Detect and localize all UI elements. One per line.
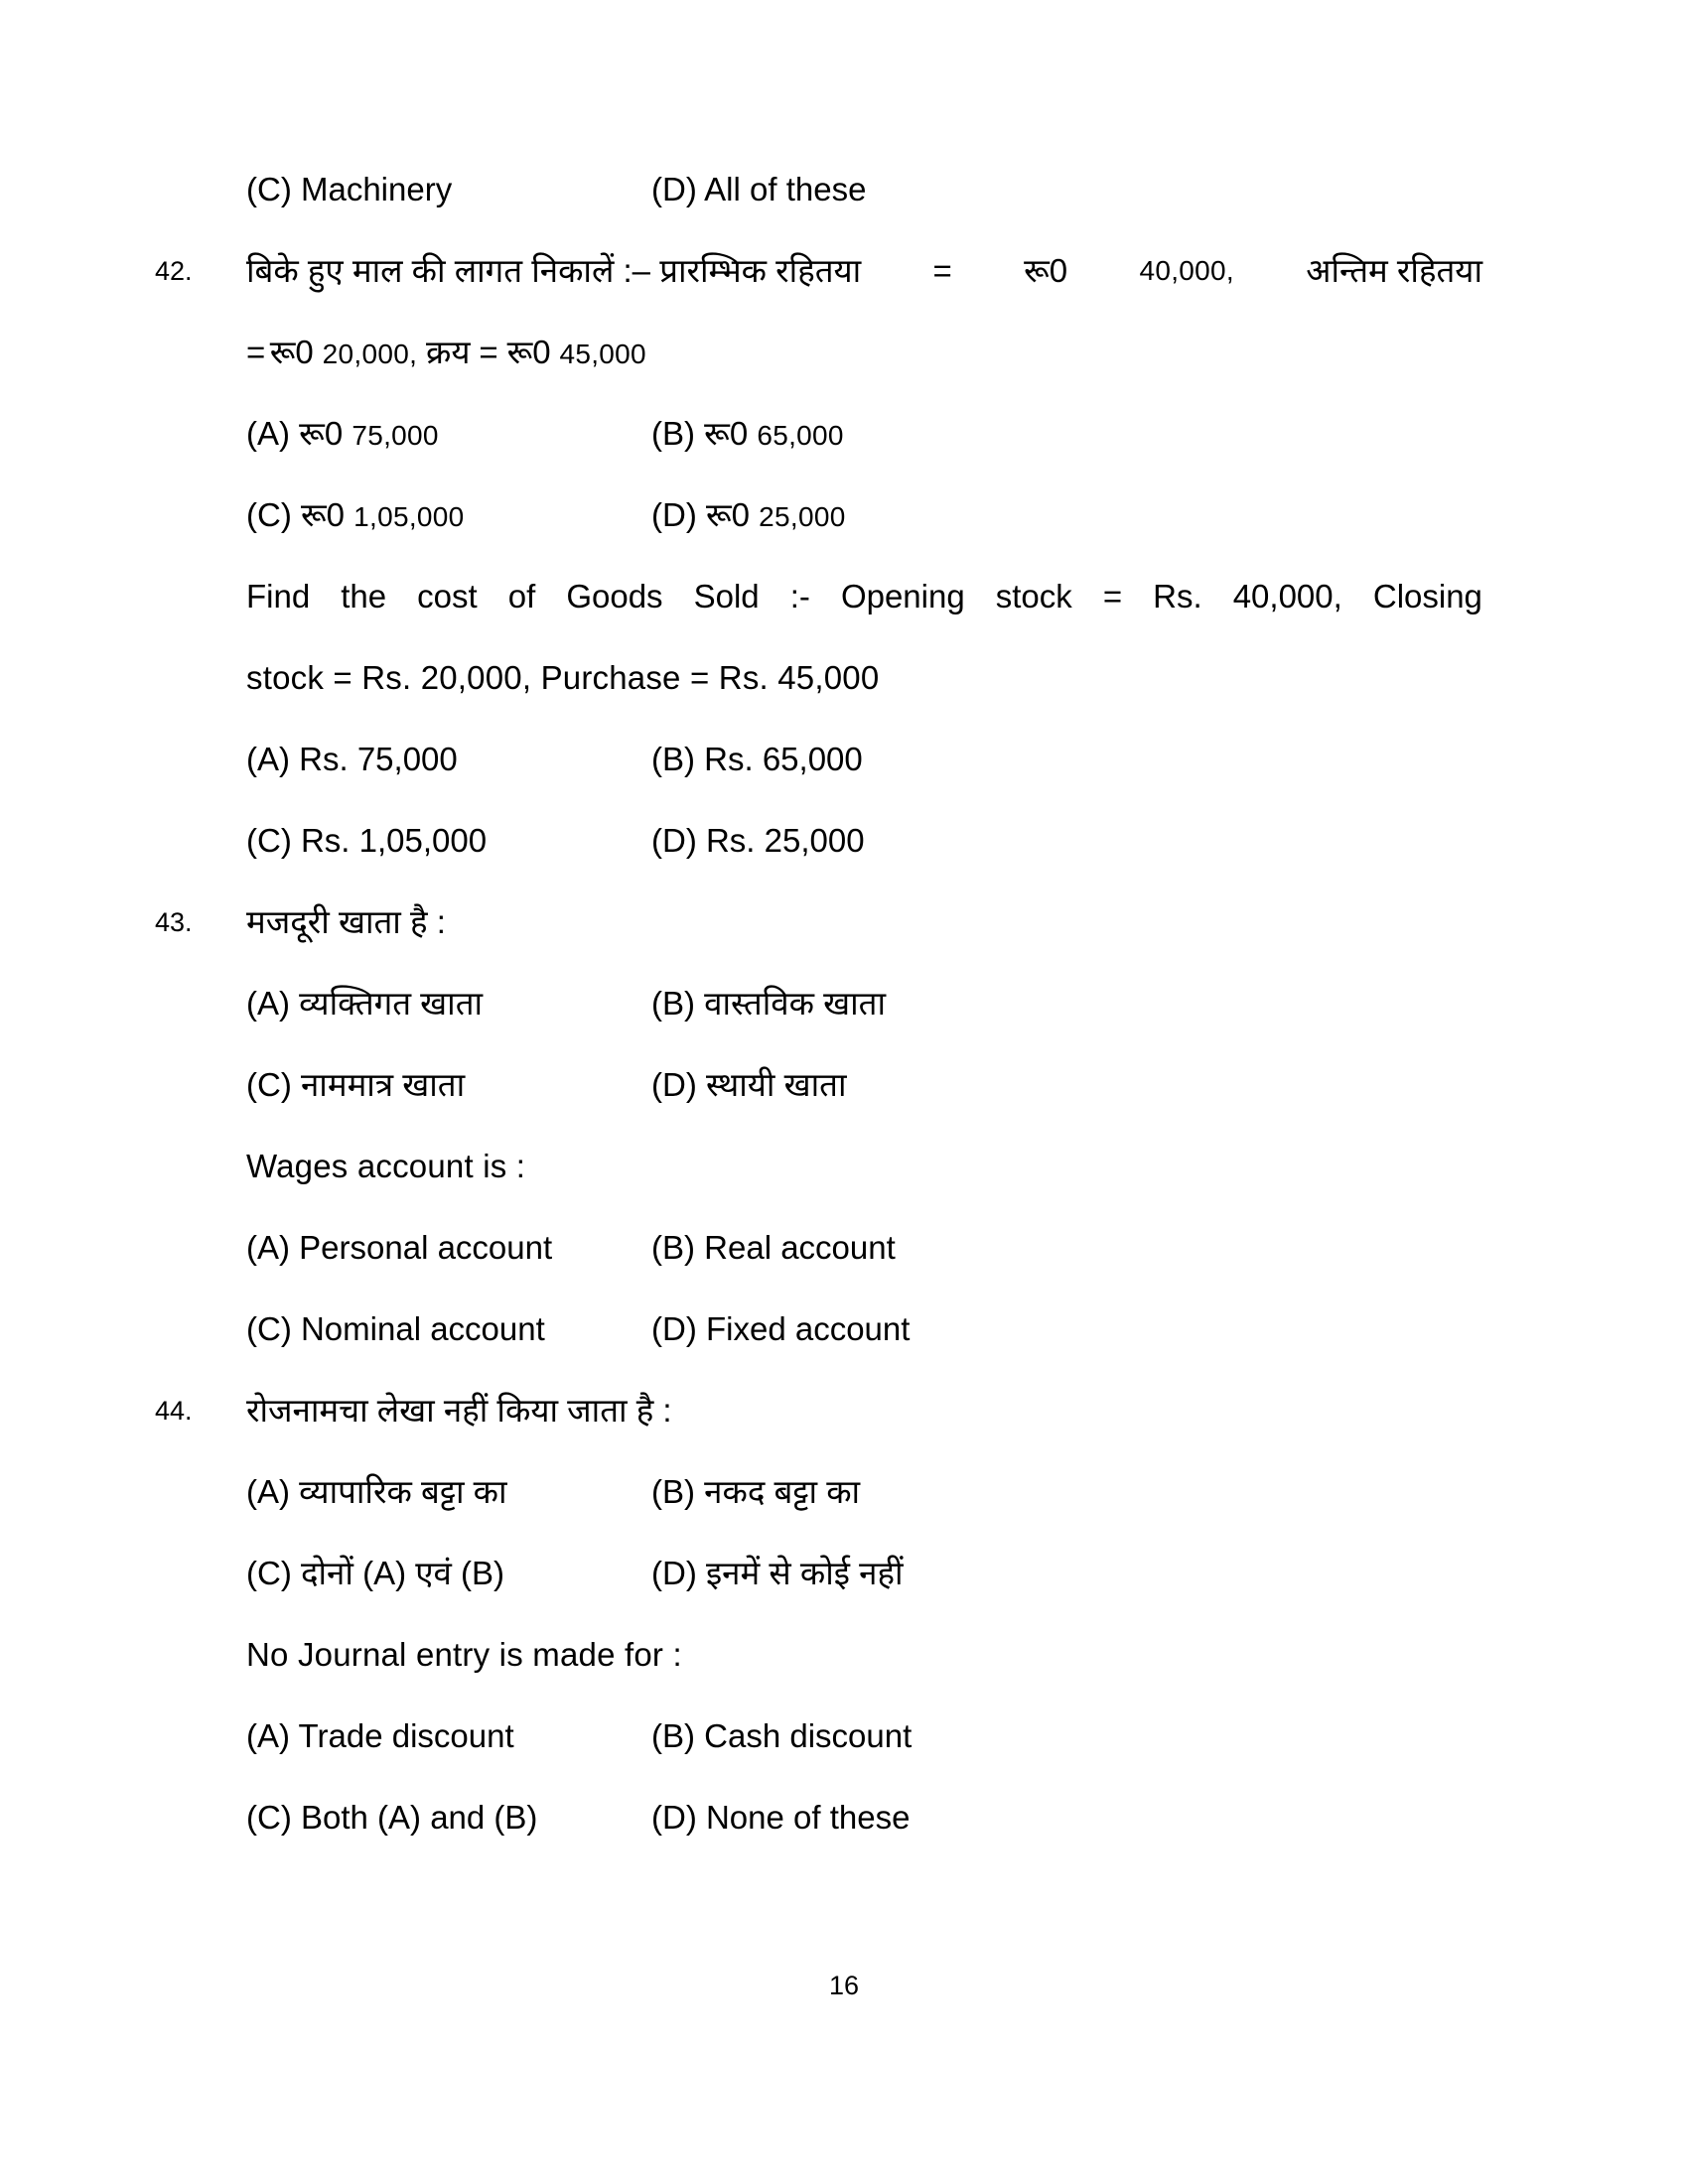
q43-hindi-option-d: (D) स्थायी खाता <box>651 1066 847 1103</box>
q42-en-w7: :- <box>789 578 810 614</box>
q44-english-option-c: (C) Both (A) and (B) <box>246 1799 538 1836</box>
q43-hindi-stem-text: मजदूरी खाता है : <box>246 903 446 940</box>
q44-english-option-a: (A) Trade discount <box>246 1717 514 1754</box>
q42-en-w11: Rs. <box>1153 578 1202 614</box>
q44-hindi-option-d: (D) इनमें से कोई नहीं <box>651 1555 904 1591</box>
q42-en-w13: Closing <box>1372 578 1482 614</box>
q43-english-option-a: (A) Personal account <box>246 1229 553 1266</box>
q42-en-w2: the <box>341 578 387 614</box>
q42-en-w3: cost <box>417 578 478 614</box>
q42-hindi-equals-3: = <box>479 334 498 370</box>
q44-hindi-option-c: (C) दोनों (A) एवं (B) <box>246 1555 504 1591</box>
question-42-hindi-stem-line-1 <box>155 230 1482 312</box>
question-44-english-stem <box>246 1614 1487 1696</box>
question-42-number: 42. <box>155 256 193 286</box>
q42-hindi-amount-1: 40,000, <box>1139 255 1234 286</box>
question-44-hindi-options-row-2 <box>246 1533 1487 1614</box>
question-42-english-options-row-2 <box>246 800 1487 882</box>
q44-english-option-d: (D) None of these <box>651 1799 911 1836</box>
q42-hindi-currency-3: रू0 <box>506 334 551 370</box>
question-43-hindi-options-row-1 <box>246 963 1487 1044</box>
q44-hindi-option-b: (B) नकद बट्टा का <box>651 1473 861 1510</box>
question-43-hindi-options-row-2 <box>246 1044 1487 1126</box>
question-44-hindi-options-row-1 <box>246 1451 1487 1533</box>
q42-en-w10: = <box>1102 578 1123 614</box>
question-content-column <box>155 149 1487 1858</box>
question-44-english-options-row-1 <box>246 1696 1487 1777</box>
q42-en-w9: stock <box>995 578 1072 614</box>
q43-english-stem-text: Wages account is : <box>246 1148 526 1184</box>
q42-en-w8: Opening <box>840 578 965 614</box>
q42-hindi-amount-2: 20,000, <box>322 339 418 369</box>
question-42-hindi-options-row-1 <box>246 393 1487 475</box>
q42-hindi-option-c: (C) रू0 1,05,000 <box>246 496 465 533</box>
question-42-english-options-row-1 <box>246 719 1487 800</box>
q43-hindi-option-b: (B) वास्तविक खाता <box>651 985 887 1022</box>
question-43-english-options-row-1 <box>246 1207 1487 1289</box>
q42-hindi-option-a: (A) रू0 75,000 <box>246 415 439 452</box>
q42-hindi-purchase-label: क्रय <box>426 334 471 370</box>
question-44-english-options-row-2 <box>246 1777 1487 1858</box>
q42-hindi-currency-2: रू0 <box>269 334 314 370</box>
q43-english-option-b: (B) Real account <box>651 1229 896 1266</box>
question-42-english-stem-line-2 <box>246 637 1487 719</box>
question-42-english-stem-line-1 <box>246 556 1482 637</box>
q42-hindi-amount-3: 45,000 <box>559 339 646 369</box>
page-number: 16 <box>828 1971 860 2000</box>
q42-hindi-currency-1: रू0 <box>1024 252 1068 289</box>
q42-english-option-a: (A) Rs. 75,000 <box>246 741 458 777</box>
q42-hindi-equals-2: = <box>246 334 266 370</box>
q42-en-w1: Find <box>246 578 311 614</box>
q42-hindi-option-b: (B) रू0 65,000 <box>651 415 844 452</box>
q42-english-option-c: (C) Rs. 1,05,000 <box>246 822 488 859</box>
q43-english-option-c: (C) Nominal account <box>246 1310 545 1347</box>
q43-hindi-option-a: (A) व्यक्तिगत खाता <box>246 985 484 1022</box>
q42-hindi-part-5: अन्तिम रहितया <box>1306 252 1482 289</box>
q43-hindi-option-c: (C) नाममात्र खाता <box>246 1066 466 1103</box>
q44-hindi-stem-text: रोजनामचा लेखा नहीं किया जाता है : <box>246 1392 672 1429</box>
q42-en-w6: Sold <box>693 578 760 614</box>
q42-en-w5: Goods <box>566 578 663 614</box>
q42-english-stem-line2-text: stock = Rs. 20,000, Purchase = Rs. 45,000 <box>246 659 880 696</box>
option-c-machinery: (C) Machinery <box>246 171 453 207</box>
question-43-english-options-row-2 <box>246 1289 1487 1370</box>
q42-en-w4: of <box>507 578 536 614</box>
q42-english-option-b: (B) Rs. 65,000 <box>651 741 863 777</box>
question-43-number: 43. <box>155 907 193 937</box>
carryover-option-row <box>246 149 1487 230</box>
q44-english-stem-text: No Journal entry is made for : <box>246 1636 682 1673</box>
q42-hindi-option-d: (D) रू0 25,000 <box>651 496 846 533</box>
q42-en-w12: 40,000, <box>1232 578 1342 614</box>
question-44-hindi-stem <box>155 1370 1487 1451</box>
question-42-hindi-stem-line-2 <box>246 312 1487 393</box>
question-44-number: 44. <box>155 1396 193 1426</box>
q44-english-option-b: (B) Cash discount <box>651 1717 913 1754</box>
q43-english-option-d: (D) Fixed account <box>651 1310 911 1347</box>
q42-hindi-equals-1: = <box>932 252 952 289</box>
question-43-hindi-stem <box>155 882 1487 963</box>
q42-hindi-part-1: बिके हुए माल की लागत निकालें :– प्रारम्भिक रहितया <box>246 252 862 289</box>
q44-hindi-option-a: (A) व्यापारिक बट्टा का <box>246 1473 507 1510</box>
q42-english-option-d: (D) Rs. 25,000 <box>651 822 865 859</box>
question-43-english-stem <box>246 1126 1487 1207</box>
question-42-hindi-options-row-2 <box>246 475 1487 556</box>
option-d-all-of-these: (D) All of these <box>651 171 867 207</box>
